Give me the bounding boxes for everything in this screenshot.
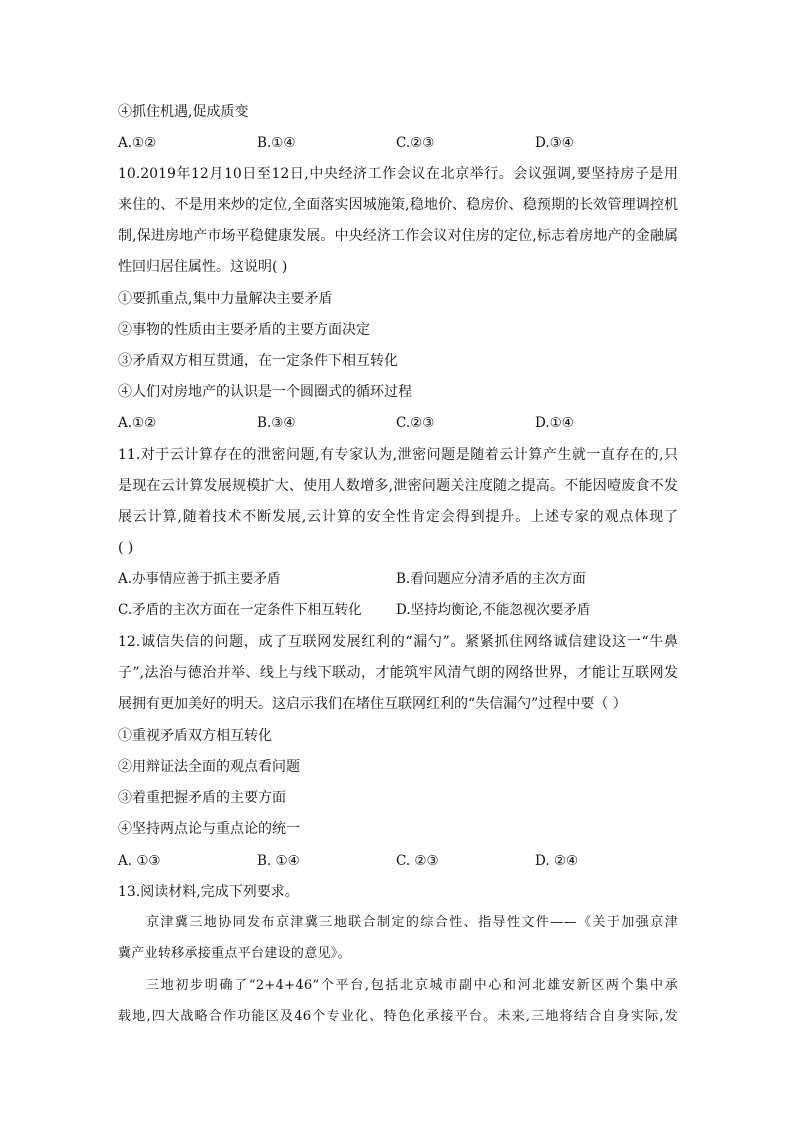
q12-item-2: ②用辩证法全面的观点看问题 xyxy=(118,759,300,775)
q10-item-2: ②事物的性质由主要矛盾的主要方面决定 xyxy=(118,322,370,338)
q10-item-1: ①要抓重点,集中力量解决主要矛盾 xyxy=(118,291,333,307)
q10-stem-line-2: 来住的、不是用来炒的定位,全面落实因城施策,稳地价、稳房价、稳预期的长效管理调控机 xyxy=(118,197,678,213)
q9-option-a: A.①② xyxy=(118,135,157,151)
q11-option-c: C.矛盾的主次方面在一定条件下相互转化 xyxy=(118,602,362,618)
q11-options-row-2 xyxy=(118,600,678,620)
q10-option-a: A.①② xyxy=(118,415,157,431)
q12-options xyxy=(118,851,678,871)
q9-option-d: D.③④ xyxy=(535,135,574,151)
q12-item-3: ③着重把握矛盾的主要方面 xyxy=(118,790,286,806)
q10-stem-line-1: 10.2019年12月10日至12日,中央经济工作会议在北京举行。会议强调,要坚持房子是用 xyxy=(118,166,678,182)
q10-option-b: B.③④ xyxy=(257,415,296,431)
q11-option-b: B.看问题应分清矛盾的主次方面 xyxy=(396,571,586,587)
q11-stem-line-2: 是现在云计算发展规模扩大、使用人数增多,泄密问题关注度随之提高。不能因噎废食不发 xyxy=(118,478,678,494)
q11-option-d: D.坚持均衡论,不能忽视次要矛盾 xyxy=(396,602,591,618)
q9-item-4: ④抓住机遇,促成质变 xyxy=(118,104,249,120)
q12-option-d: D. ②④ xyxy=(535,853,579,869)
q13-material-line-3: 三地初步明确了“2+4+46”个平台,包括北京城市副中心和河北雄安新区两个集中承 xyxy=(146,978,678,993)
q12-option-c: C. ②③ xyxy=(396,853,439,869)
q10-option-d: D.①④ xyxy=(535,415,574,431)
q11-stem-line-4: ( ) xyxy=(118,540,134,556)
q10-options xyxy=(118,413,678,433)
q10-item-3: ③矛盾双方相互贯通，在一定条件下相互转化 xyxy=(118,353,398,369)
q10-item-4: ④人们对房地产的认识是一个圆圈式的循环过程 xyxy=(118,384,412,400)
q12-option-a: A. ①③ xyxy=(118,853,161,869)
q9-options xyxy=(118,133,678,153)
q10-option-c: C.②③ xyxy=(396,415,435,431)
q12-option-b: B. ①④ xyxy=(257,853,300,869)
q10-stem-line-4: 性回归居住属性。这说明( ) xyxy=(118,259,288,275)
q12-stem-line-2: 子”,法治与德治并举、线上与线下联动，才能筑牢风清气朗的网络世界，才能让互联网发 xyxy=(118,665,678,681)
q13-material-line-4: 载地,四大战略合作功能区及46个专业化、特色化承接平台。未来,三地将结合自身实际,发 xyxy=(118,1009,678,1024)
q10-stem-line-3: 制,保进房地产市场平稳健康发展。中央经济工作会议对住房的定位,标志着房地产的金融属 xyxy=(118,228,678,244)
q13-material-line-2: 冀产业转移承接重点平台建设的意见》。 xyxy=(118,946,351,961)
q9-option-b: B.①④ xyxy=(257,135,296,151)
q12-item-4: ④坚持两点论与重点论的统一 xyxy=(118,821,300,837)
q11-option-a: A.办事情应善于抓主要矛盾 xyxy=(118,571,281,587)
q12-stem-line-1: 12.诚信失信的问题，成了互联网发展红利的“漏勺”。紧紧抓住网络诚信建设这一“牛鼻 xyxy=(118,634,678,650)
q13-material-line-1: 京津冀三地协同发布京津冀三地联合制定的综合性、指导性文件——《关于加强京津 xyxy=(146,915,678,930)
q11-options-row-1 xyxy=(118,569,678,589)
q12-item-1: ①重视矛盾双方相互转化 xyxy=(118,728,272,744)
q12-stem-line-3: 展拥有更加美好的明天。这启示我们在堵住互联网红利的“失信漏勺”过程中要（ ） xyxy=(118,696,627,712)
q9-option-c: C.②③ xyxy=(396,135,435,151)
q13-title: 13.阅读材料,完成下列要求。 xyxy=(118,884,299,900)
q11-stem-line-1: 11.对于云计算存在的泄密问题,有专家认为,泄密问题是随着云计算产生就一直存在的,只 xyxy=(118,447,678,463)
q11-stem-line-3: 展云计算,随着技术不断发展,云计算的安全性肯定会得到提升。上述专家的观点体现了 xyxy=(118,509,678,525)
